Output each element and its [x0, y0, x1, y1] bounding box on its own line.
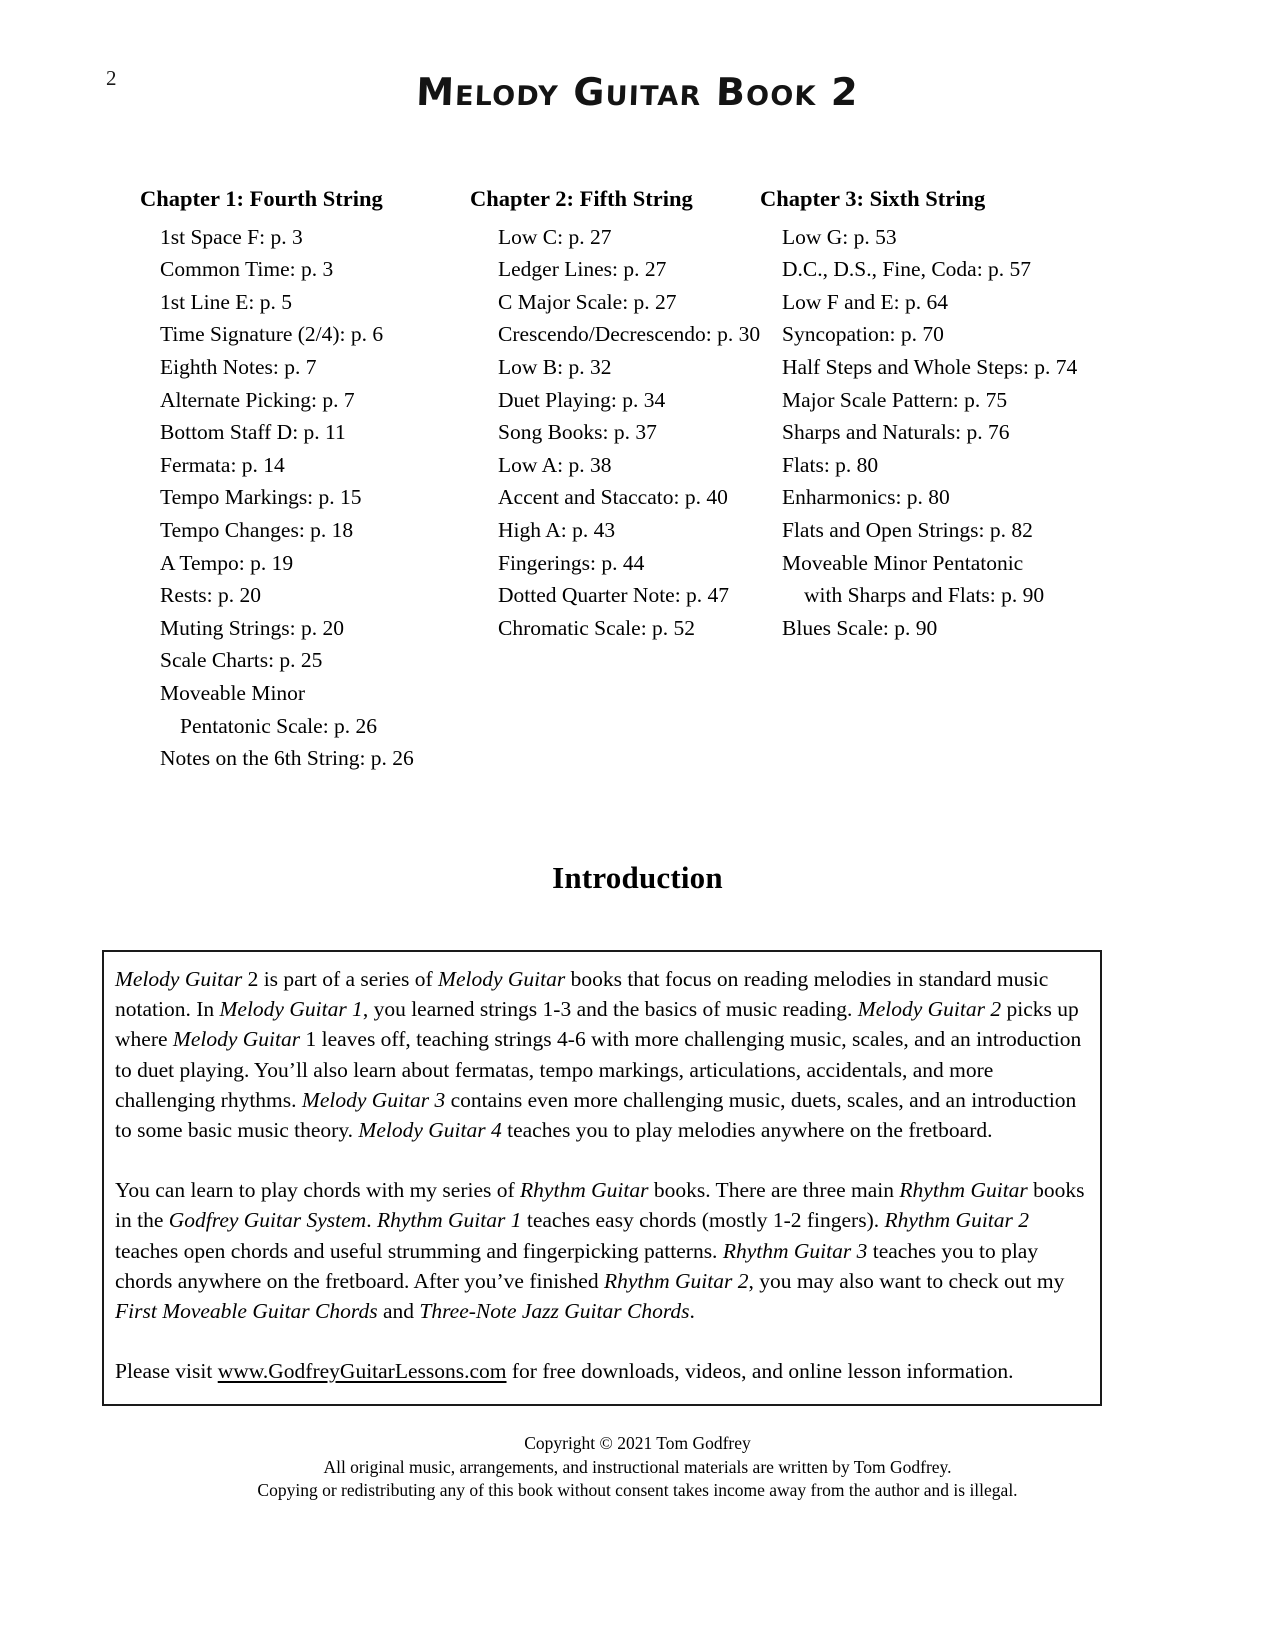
- toc-item[interactable]: Low C: p. 27: [498, 224, 612, 249]
- toc-item[interactable]: Chromatic Scale: p. 52: [498, 615, 696, 640]
- body-text: 1 leaves off, teaching strings 4-6 with more challenging music, scales, and an introduction to duet playing. You’ll also learn about fermatas, tempo markings, articulations, accidentals, and more challenging rhythms.: [115, 1027, 1082, 1112]
- book-title-italic: Rhythm Guitar 2: [603, 1268, 749, 1293]
- body-text: Please visit: [115, 1359, 218, 1384]
- table-of-contents: [132, 183, 1142, 775]
- page-number: 2: [106, 66, 117, 90]
- introduction-box: [102, 950, 1102, 1406]
- toc-item[interactable]: Major Scale Pattern: p. 75: [782, 387, 1008, 412]
- introduction-paragraph: [115, 964, 1086, 1145]
- toc-item[interactable]: Low G: p. 53: [782, 224, 897, 249]
- toc-item[interactable]: with Sharps and Flats: p. 90: [804, 583, 1045, 608]
- body-text: .: [366, 1208, 377, 1233]
- book-title-italic: Melody Guitar 3: [301, 1087, 446, 1112]
- book-title-italic: Three-Note Jazz Guitar Chords: [419, 1299, 690, 1324]
- toc-item[interactable]: A Tempo: p. 19: [160, 550, 294, 575]
- book-title-italic: Melody Guitar: [172, 1027, 301, 1052]
- body-text: teaches you to play chords anywhere on the fretboard. After you’ve finished: [115, 1238, 1039, 1293]
- introduction-heading: Introduction: [552, 860, 723, 895]
- toc-item[interactable]: Scale Charts: p. 25: [160, 648, 323, 673]
- toc-column-chapter-3: [760, 183, 1120, 644]
- toc-item[interactable]: Song Books: p. 37: [498, 420, 657, 445]
- book-title-italic: Godfrey Guitar System: [168, 1208, 367, 1233]
- toc-item[interactable]: High A: p. 43: [498, 517, 616, 542]
- toc-item[interactable]: Dotted Quarter Note: p. 47: [498, 583, 730, 608]
- book-title-italic: Melody Guitar 2: [857, 997, 1002, 1022]
- toc-item[interactable]: Time Signature (2/4): p. 6: [160, 322, 384, 347]
- toc-item[interactable]: Enharmonics: p. 80: [782, 485, 950, 510]
- toc-item[interactable]: D.C., D.S., Fine, Coda: p. 57: [782, 257, 1032, 282]
- toc-item[interactable]: Muting Strings: p. 20: [160, 615, 344, 640]
- toc-heading-chapter-3: Chapter 3: Sixth String: [760, 186, 986, 211]
- toc-item[interactable]: Moveable Minor: [160, 680, 306, 705]
- toc-item[interactable]: Alternate Picking: p. 7: [160, 387, 355, 412]
- toc-item[interactable]: Fermata: p. 14: [160, 452, 285, 477]
- book-title-italic: Melody Guitar: [115, 967, 243, 991]
- toc-list-chapter-1: [132, 221, 470, 775]
- copyright-footer: [0, 1432, 1275, 1503]
- toc-item[interactable]: Accent and Staccato: p. 40: [498, 485, 728, 510]
- toc-item[interactable]: Flats and Open Strings: p. 82: [782, 517, 1033, 542]
- footer-line: Copying or redistributing any of this book without consent takes income away from the author and is illegal.: [257, 1480, 1018, 1500]
- toc-item[interactable]: Low F and E: p. 64: [782, 289, 949, 314]
- body-text: 2 is part of a series of: [242, 967, 439, 991]
- body-text: teaches open chords and useful strumming and fingerpicking patterns.: [115, 1238, 723, 1263]
- book-title-italic: Melody Guitar 1: [219, 997, 363, 1022]
- book-title-italic: Rhythm Guitar 2: [884, 1208, 1030, 1233]
- body-text: You can learn to play chords with my series of: [115, 1178, 521, 1203]
- book-title-italic: Melody Guitar: [438, 967, 566, 991]
- toc-item[interactable]: Syncopation: p. 70: [782, 322, 944, 347]
- body-text: teaches easy chords (mostly 1-2 fingers).: [521, 1208, 885, 1233]
- body-text: books in the: [115, 1178, 1085, 1233]
- toc-item[interactable]: Pentatonic Scale: p. 26: [180, 713, 378, 738]
- introduction-paragraph: [115, 1175, 1086, 1326]
- toc-item[interactable]: Flats: p. 80: [782, 452, 879, 477]
- toc-item[interactable]: Fingerings: p. 44: [498, 550, 645, 575]
- body-text: books that focus on reading melodies in standard music notation. In: [115, 967, 1049, 1022]
- body-text: .: [689, 1299, 695, 1324]
- body-text: , you learned strings 1-3 and the basics of music reading.: [362, 997, 858, 1022]
- toc-list-chapter-3: [760, 221, 1120, 645]
- toc-item[interactable]: Ledger Lines: p. 27: [498, 257, 667, 282]
- toc-item[interactable]: Duet Playing: p. 34: [498, 387, 666, 412]
- toc-item[interactable]: 1st Space F: p. 3: [160, 224, 303, 249]
- body-text: teaches you to play melodies anywhere on the fretboard.: [501, 1118, 993, 1143]
- book-title-italic: Melody Guitar 4: [358, 1118, 502, 1143]
- footer-line: Copyright © 2021 Tom Godfrey: [524, 1433, 751, 1453]
- toc-item[interactable]: Blues Scale: p. 90: [782, 615, 938, 640]
- footer-line: All original music, arrangements, and instructional materials are written by Tom Godfrey.: [323, 1456, 952, 1477]
- body-text: and: [377, 1299, 420, 1324]
- body-text: , you may also want to check out my: [748, 1268, 1065, 1293]
- toc-item[interactable]: Rests: p. 20: [160, 583, 261, 608]
- toc-item[interactable]: Tempo Changes: p. 18: [160, 517, 354, 542]
- book-title-italic: Rhythm Guitar: [899, 1178, 1028, 1203]
- toc-item[interactable]: Sharps and Naturals: p. 76: [782, 420, 1010, 445]
- toc-item[interactable]: Half Steps and Whole Steps: p. 74: [782, 354, 1078, 379]
- toc-item[interactable]: Tempo Markings: p. 15: [160, 485, 362, 510]
- toc-item[interactable]: Bottom Staff D: p. 11: [160, 420, 346, 445]
- toc-list-chapter-2: [470, 221, 760, 645]
- toc-item[interactable]: C Major Scale: p. 27: [498, 289, 677, 314]
- toc-item[interactable]: Common Time: p. 3: [160, 257, 334, 282]
- toc-item[interactable]: Crescendo/Decrescendo: p. 30: [498, 322, 761, 347]
- body-text: books. There are three main: [648, 1178, 900, 1203]
- toc-item[interactable]: Eighth Notes: p. 7: [160, 354, 317, 379]
- toc-column-chapter-2: [470, 183, 760, 644]
- toc-heading-chapter-1: Chapter 1: Fourth String: [140, 186, 383, 211]
- toc-item[interactable]: 1st Line E: p. 5: [160, 289, 292, 314]
- book-title-italic: Rhythm Guitar 1: [376, 1208, 522, 1233]
- body-text: contains even more challenging music, duets, scales, and an introduction to some basic music theory.: [115, 1087, 1077, 1143]
- body-text: for free downloads, videos, and online lesson information.: [506, 1359, 1014, 1384]
- toc-item[interactable]: Low B: p. 32: [498, 354, 612, 379]
- book-title-italic: First Moveable Guitar Chords: [115, 1299, 378, 1324]
- page-title: Melody Guitar Book 2: [415, 70, 860, 114]
- toc-heading-chapter-2: Chapter 2: Fifth String: [470, 186, 693, 211]
- book-title-italic: Rhythm Guitar 3: [722, 1238, 868, 1263]
- toc-item[interactable]: Notes on the 6th String: p. 26: [160, 746, 414, 771]
- website-link[interactable]: www.GodfreyGuitarLessons.com: [217, 1359, 507, 1384]
- book-title-italic: Rhythm Guitar: [520, 1178, 649, 1203]
- toc-item[interactable]: Low A: p. 38: [498, 452, 612, 477]
- toc-column-chapter-1: [132, 183, 470, 775]
- body-text: picks up where: [115, 997, 1079, 1052]
- introduction-paragraph: [115, 1356, 1086, 1386]
- toc-item[interactable]: Moveable Minor Pentatonic: [782, 550, 1024, 575]
